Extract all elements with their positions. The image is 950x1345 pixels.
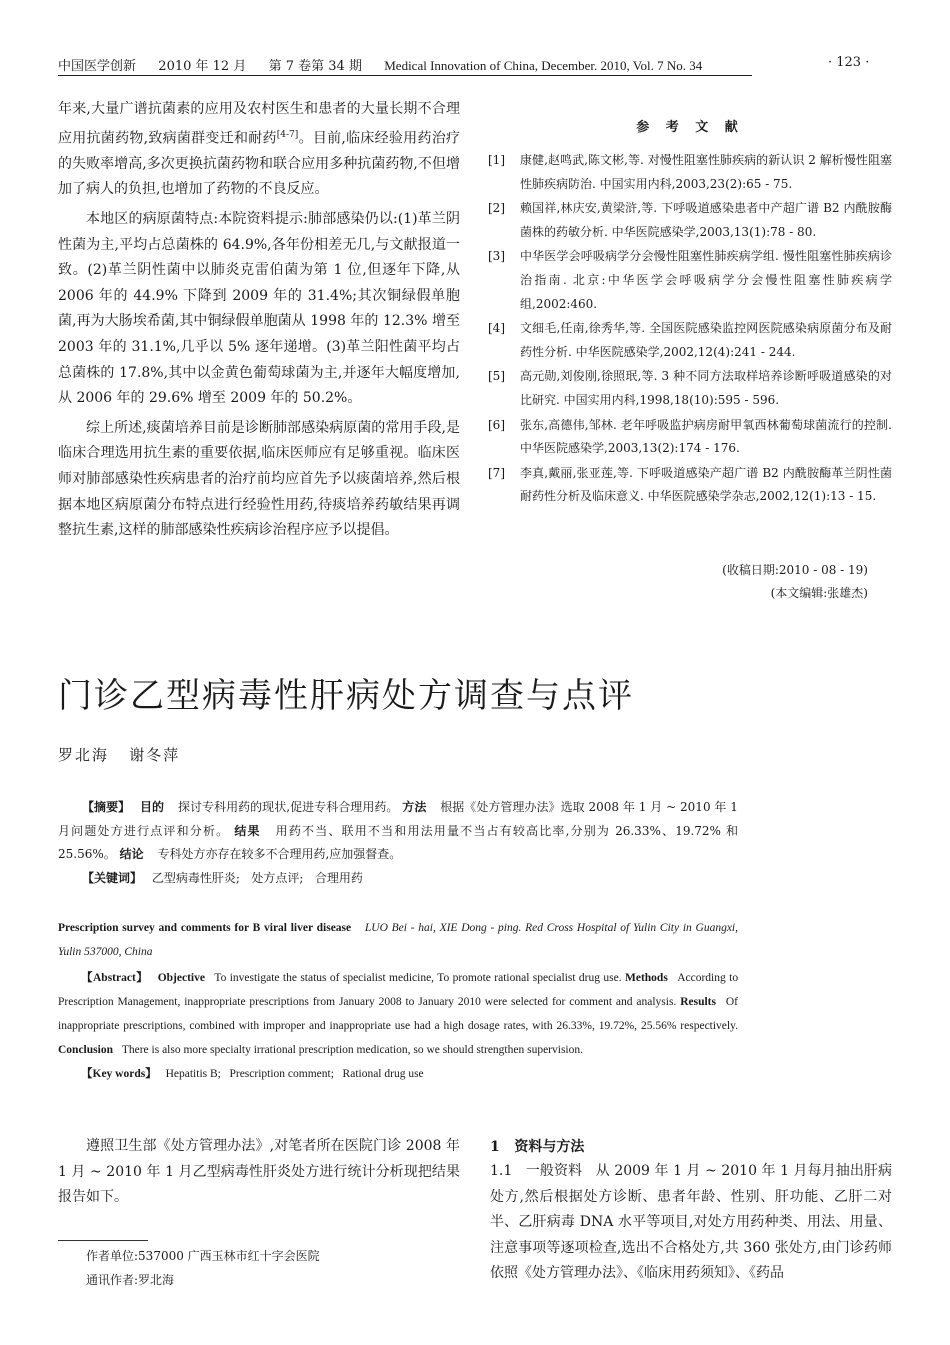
page-number: · 123 ·	[828, 55, 870, 70]
reference-text: 张东,高德伟,邹林. 老年呼吸监护病房耐甲氧西林葡萄球菌流行的控制. 中华医院感染学,2003,13(2):174 - 176.	[520, 417, 892, 456]
abstract-cn	[58, 796, 738, 890]
reference-text: 文细毛,任南,徐秀华,等. 全国医院感染监控网医院感染病原菌分布及耐药性分析. 中华医院感染学,2002,12(4):241 - 244.	[520, 321, 892, 359]
footnote-rule	[58, 1240, 148, 1241]
paragraph-1	[58, 97, 460, 203]
footnote	[86, 1244, 466, 1292]
article-title: 门诊乙型病毒性肝病处方调查与点评	[58, 676, 634, 716]
issue-date-cn: 2010 年 12 月	[158, 59, 247, 74]
reference-text: 中华医学会呼吸病学分会慢性阻塞性肺疾病学组. 慢性阻塞性肺疾病诊治指南. 北京:中华医学会呼吸病学分会慢性阻塞性肺疾病学组,2002:460.	[520, 249, 892, 311]
reference-text: 李真,戴丽,张亚莲,等. 下呼吸道感染产超广谱 B2 内酰胺酶革兰阴性菌耐药性分析及临床意义. 中华医院感染学杂志,2002,12(1):13 - 15.	[520, 465, 892, 504]
section-1-1-paragraph	[490, 1159, 892, 1287]
reference-number: [6]	[488, 417, 505, 432]
english-abstract-body	[58, 966, 738, 1062]
reference-item	[488, 365, 892, 412]
conclusion-en-text: There is also more specialty irrational prescription medication, so we should strengthen supervision.	[121, 1044, 584, 1056]
received-date: (收稿日期:2010 - 08 - 19)	[722, 563, 868, 577]
reference-item	[488, 414, 892, 461]
result-text: 用药不当、联用不当和用法用量不当占有较高比率,分别为 26.33%、19.72% 和 25.56%。	[58, 823, 738, 862]
reference-text: 赖国祥,林庆安,黄梁浒,等. 下呼吸道感染患者中产超广谱 B2 内酰胺酶菌株的药敏分析. 中华医院感染学,2003,13(1):78 - 80.	[520, 201, 892, 239]
keywords-en-text: Hepatitis B; Prescription comment; Rational drug use	[165, 1068, 424, 1080]
corresponding-author: 通讯作者:罗北海	[86, 1273, 175, 1287]
abstract-en	[58, 916, 738, 1086]
english-affiliation: LUO Bei - hai, XIE Dong - ping. Red Cross Hospital of Yulin City in Guangxi, Yulin 537000, China	[58, 922, 738, 958]
result-label: 结果	[234, 823, 261, 838]
running-header	[58, 55, 702, 74]
method-text: 根据《处方管理办法》选取 2008 年 1 月 ~ 2010 年 1 月问题处方进行点评和分析。	[58, 800, 738, 838]
objective-en-label: Objective	[157, 972, 205, 984]
english-title: Prescription survey and comments for B viral liver disease	[58, 922, 352, 934]
paragraph-3: 综上所述,痰菌培养目前是诊断肺部感染病原菌的常用手段,是临床合理选用抗生素的重要依据,临床医师应有足够重视。临床医师对肺部感染性疾病患者的治疗前均应首先予以痰菌培养,然后根据本地区病原菌分布特点进行经验性用药,待痰培养药敏结果再调整抗生素,这样的肺部感染性疾病诊治程序应予以提倡。	[58, 419, 460, 539]
section-1-heading: 1 资料与方法	[490, 1139, 585, 1155]
header-rule	[58, 75, 752, 76]
reference-item	[488, 149, 892, 196]
abstract-label: 【摘要】	[82, 800, 131, 814]
reference-item	[488, 245, 892, 316]
reference-number: [7]	[488, 465, 505, 480]
english-title-line	[58, 916, 738, 964]
keywords-cn	[58, 867, 738, 891]
reference-item	[488, 197, 892, 244]
reference-number: [1]	[488, 153, 505, 167]
reference-number: [4]	[488, 321, 505, 336]
reference-text: 康健,赵鸣武,陈文彬,等. 对慢性阻塞性肺疾病的新认识 2 解析慢性阻塞性肺疾病防治. 中国实用内科,2003,23(2):65 - 75.	[520, 153, 892, 191]
intro-paragraph	[58, 1134, 460, 1211]
section-1-1-text: 1.1 一般资料 从 2009 年 1 月 ~ 2010 年 1 月每月抽出肝病处方,然后根据处方诊断、患者年龄、性别、肝功能、乙肝二对半、乙肝病毒 DNA 水平等项目,对处方用药种类、用法、用量、注意事项等逐项检查,选出不合格处方,共 360 张处方,由门诊药师依照《处方管理办法》、《临床用药须知》、《药品	[490, 1163, 892, 1282]
abstract-cn-body	[58, 796, 738, 867]
editor-note: (本文编辑:张雄杰)	[770, 586, 868, 600]
keywords-label: 【关键词】	[82, 870, 143, 885]
keywords-text: 乙型病毒性肝炎; 处方点评; 合理用药	[151, 870, 363, 885]
reference-number: [2]	[488, 201, 505, 216]
reference-item	[488, 462, 892, 509]
journal-name-cn: 中国医学创新	[58, 59, 137, 74]
reference-number: [3]	[488, 249, 505, 264]
methods-en-text: According to Prescription Management, inappropriate prescriptions from January 2008 to January 2010 were selected for comment and analysis.	[58, 972, 739, 1008]
citation-4-7: [4-7]	[276, 129, 299, 140]
journal-name-en: Medical Innovation of China, December. 2010, Vol. 7 No. 34	[384, 58, 703, 73]
reference-text: 高元勋,刘俊刚,徐照珉,等. 3 种不同方法取样培养诊断呼吸道感染的对比研究. 中国实用内科,1998,18(10):595 - 596.	[520, 369, 892, 407]
objective-text: 探讨专科用药的现状,促进专科合理用药。	[177, 800, 399, 814]
results-en-label: Results	[680, 996, 716, 1008]
conclusion-label: 结论	[119, 847, 144, 862]
article-authors: 罗北海 谢冬萍	[58, 746, 181, 764]
keywords-en	[58, 1062, 738, 1086]
author-unit: 作者单位:537000 广西玉林市红十字会医院	[86, 1249, 320, 1263]
reference-number: [5]	[488, 369, 505, 384]
keywords-en-label: 【Key words】	[81, 1068, 157, 1080]
method-label: 方法	[402, 800, 427, 814]
results-en-text: Of inappropriate prescriptions, combined with improper and inappropriate use had a high dosage rates, with 26.33%, 19.72%, 25.56% respectively.	[58, 996, 739, 1032]
paragraph-2: 本地区的病原菌特点:本院资料提示:肺部感染仍以:(1)革兰阴性菌为主,平均占总菌株的 64.9%,各年份相差无几,与文献报道一致。(2)革兰阴性菌中以肺炎克雷伯菌为第 1 位,但逐年下降,从 2006 年的 44.9% 下降到 2009 年的 31.4%;其次铜绿假单胞菌,再为大肠埃希菌,其中铜绿假单胞菌从 1998 年的 12.3% 增至 2003 年的 31.1%,几乎以 5% 逐年递增。(3)革兰阳性菌平均占总菌株的 17.8%,其中以金黄色葡萄球菌为主,并逐年大幅度增加,从 2006 年的 29.6% 增至 2009 年的 50.2%。	[58, 211, 460, 407]
references-list	[488, 149, 892, 509]
references-title: 参 考 文 献	[636, 120, 744, 135]
left-column-continuation	[58, 97, 460, 544]
volume-issue-cn: 第 7 卷第 34 期	[268, 59, 362, 74]
conclusion-text: 专科处方亦存在较多不合理用药,应加强督查。	[157, 847, 402, 862]
abstract-en-label: 【Abstract】	[81, 972, 149, 984]
intro-text: 遵照卫生部《处方管理办法》,对笔者所在医院门诊 2008 年 1 月 ~ 2010 年 1 月乙型病毒性肝炎处方进行统计分析现把结果报告如下。	[58, 1138, 460, 1206]
objective-en-text: To investigate the status of specialist medicine, To promote rational specialist drug use.	[214, 972, 622, 984]
paragraph-1-text: 年来,大量广谱抗菌素的应用及农村医生和患者的大量长期不合理应用抗菌药物,致病菌群变迁和耐药	[58, 101, 460, 147]
objective-label: 目的	[140, 800, 165, 814]
conclusion-en-label: Conclusion	[58, 1044, 113, 1056]
reference-item	[488, 317, 892, 364]
paragraph-1-tail: 。目前,临床经验用药治疗的失败率增高,多次更换抗菌药物和联合应用多种抗菌药物,不但增加了病人的负担,也增加了药物的不良反应。	[58, 130, 460, 198]
methods-en-label: Methods	[625, 972, 668, 984]
